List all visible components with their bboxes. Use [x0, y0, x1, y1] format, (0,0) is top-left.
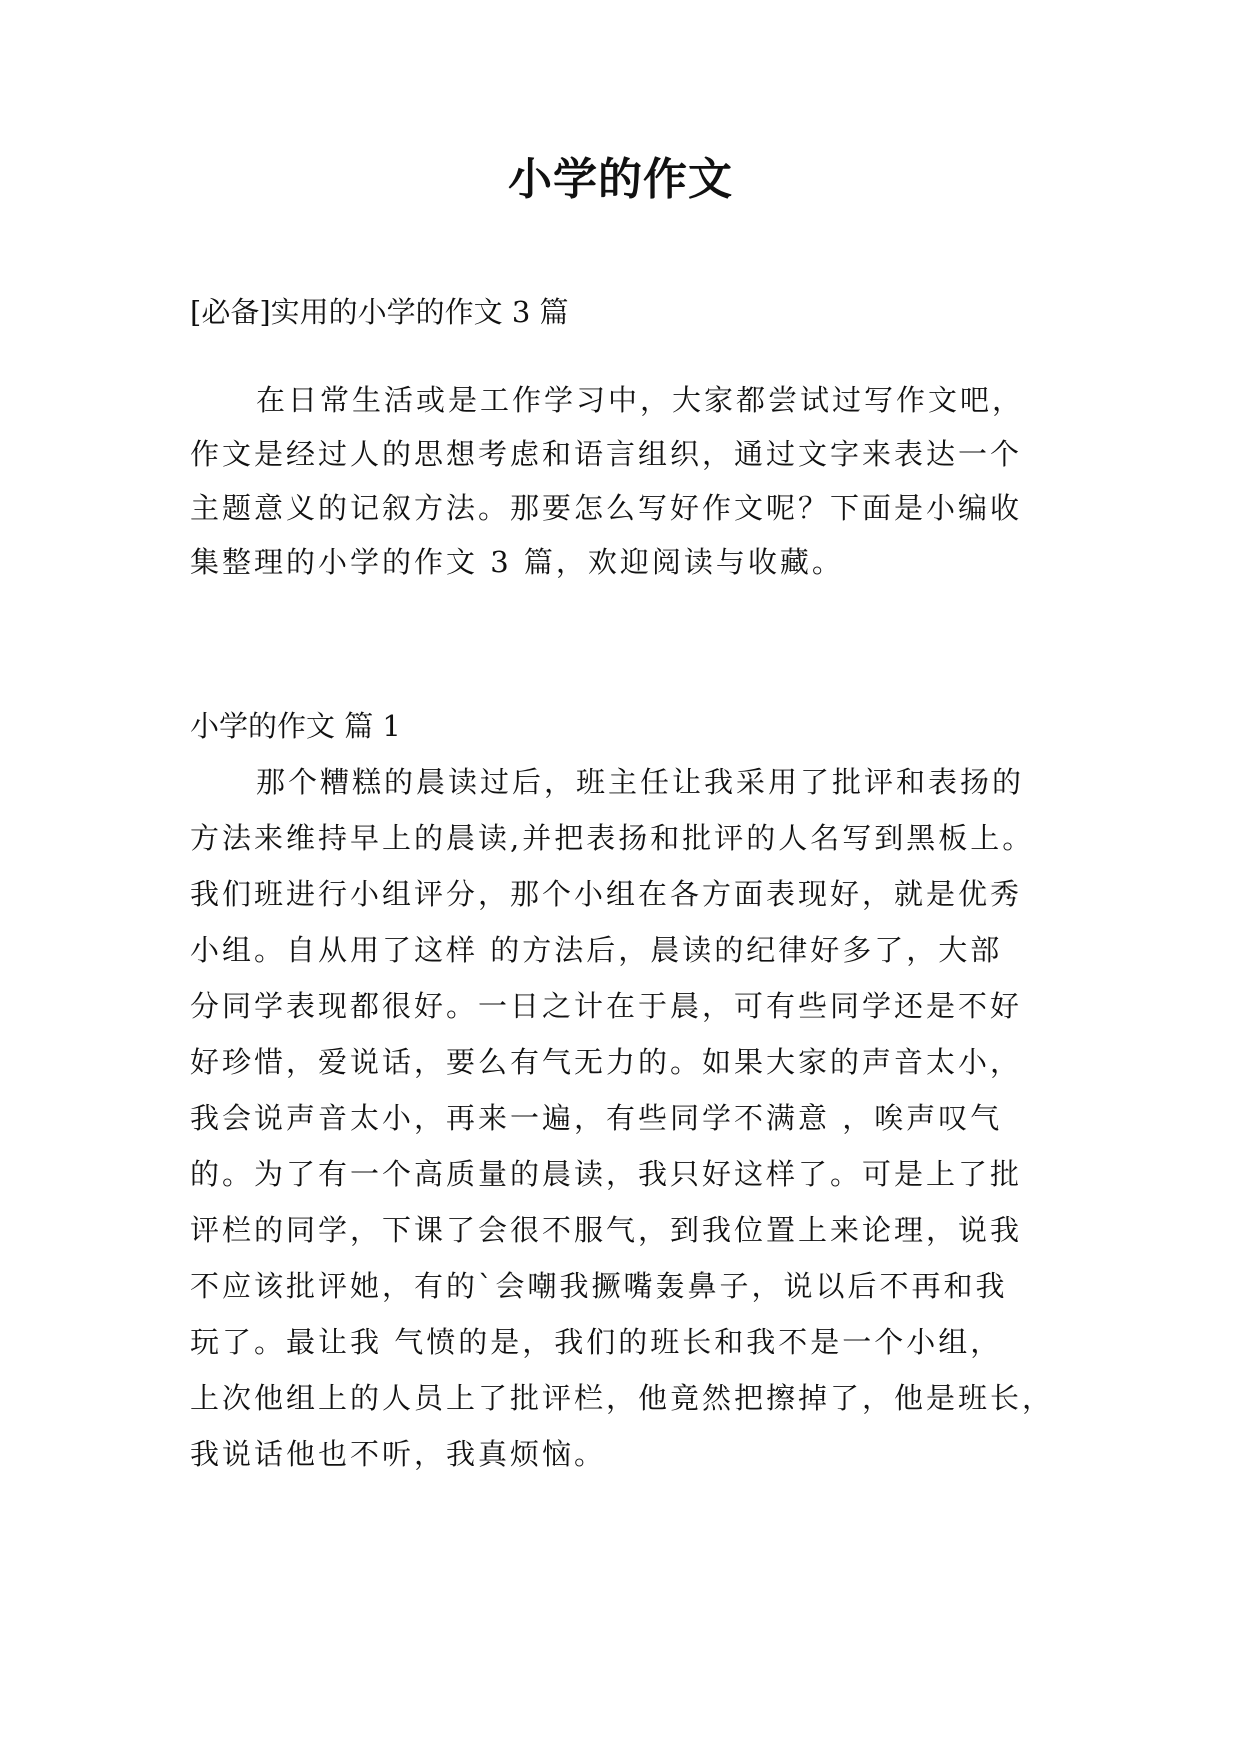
- essay-line: 小组。自从用了这样 的方法后，晨读的纪律好多了，大部: [190, 933, 1003, 967]
- essay-line: 那个糟糕的晨读过后，班主任让我采用了批评和表扬的: [256, 765, 1025, 799]
- essay-line: 好珍惜，爱说话，要么有气无力的。如果大家的声音太小，: [190, 1045, 1023, 1079]
- essay-line: 我会说声音太小，再来一遍，有些同学不满意 ，唉声叹气: [190, 1101, 1003, 1135]
- intro-line: 在日常生活或是工作学习中，大家都尝试过写作文吧，: [256, 383, 1025, 417]
- essay-line: 评栏的同学，下课了会很不服气，到我位置上来论理，说我: [190, 1213, 1023, 1247]
- essay-line: 方法来维持早上的晨读,并把表扬和批评的人名写到黑板上。: [190, 821, 1035, 855]
- document-subtitle: [必备]实用的小学的作文 3 篇: [190, 295, 569, 329]
- essay-line: 上次他组上的人员上了批评栏，他竟然把擦掉了，他是班长，: [190, 1381, 1055, 1415]
- essay-line: 我们班进行小组评分，那个小组在各方面表现好，就是优秀: [190, 877, 1023, 911]
- intro-line: 集整理的小学的作文 3 篇，欢迎阅读与收藏。: [190, 545, 844, 579]
- essay-line: 分同学表现都很好。一日之计在于晨，可有些同学还是不好: [190, 989, 1023, 1023]
- intro-line: 主题意义的记叙方法。那要怎么写好作文呢？下面是小编收: [190, 491, 1023, 525]
- essay-line: 的。为了有一个高质量的晨读，我只好这样了。可是上了批: [190, 1157, 1023, 1191]
- document-title: 小学的作文: [508, 154, 733, 205]
- essay-line: 不应该批评她，有的`会嘲我撅嘴轰鼻子，说以后不再和我: [190, 1269, 1008, 1303]
- essay-line: 玩了。最让我 气愤的是，我们的班长和我不是一个小组，: [190, 1325, 1003, 1359]
- essay-line: 我说话他也不听，我真烦恼。: [190, 1437, 607, 1471]
- intro-line: 作文是经过人的思想考虑和语言组织，通过文字来表达一个: [190, 437, 1023, 471]
- section-heading: 小学的作文 篇 1: [190, 709, 401, 743]
